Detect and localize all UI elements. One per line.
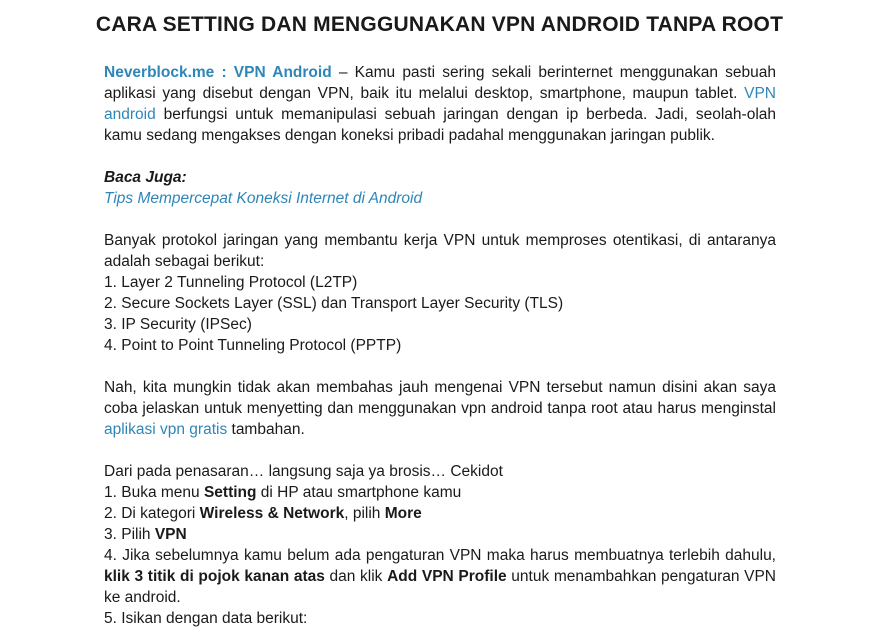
step-4: 4. Jika sebelumnya kamu belum ada pengaturan VPN maka harus membuatnya terlebih dahulu, klik 3 titik di pojok kanan atas dan klik Add VPN Profile untuk menambahkan pengaturan VPN ke android.: [104, 547, 777, 606]
protocol-item: 4. Point to Point Tunneling Protocol (PPTP): [104, 337, 402, 354]
read-also-label: Baca Juga:: [104, 169, 187, 186]
intro-text-1: – Kamu pasti sering sekali berinternet menggunakan sebuah aplikasi yang disebut dengan VPN, baik itu melalui desktop, smartphone, maupun tablet.: [104, 64, 776, 102]
page-title: CARA SETTING DAN MENGGUNAKAN VPN ANDROID TANPA ROOT: [95, 13, 784, 36]
steps-intro: Dari pada penasaran… langsung saja ya brosis… Cekidot: [104, 463, 503, 480]
vpn-android-link[interactable]: VPN android: [104, 85, 776, 123]
neverblock-link[interactable]: Neverblock.me : VPN Android: [104, 64, 332, 81]
intro-paragraph: [104, 62, 776, 146]
protocols-intro: Banyak protokol jaringan yang membantu kerja VPN untuk memproses otentikasi, di antaranya adalah sebagai berikut:: [104, 232, 776, 270]
read-also-link[interactable]: Tips Mempercepat Koneksi Internet di Android: [104, 190, 423, 207]
article-body: [104, 62, 776, 629]
explain-paragraph: [104, 377, 776, 440]
protocol-item: 3. IP Security (IPSec): [104, 316, 252, 333]
intro-text-2: berfungsi untuk memanipulasi sebuah jaringan dengan ip berbeda. Jadi, seolah-olah kamu sedang mengakses dengan koneksi pribadi padahal menggunakan jaringan publik.: [104, 106, 776, 144]
step-5: 5. Isikan dengan data berikut:: [104, 610, 308, 627]
step-1: 1. Buka menu Setting di HP atau smartphone kamu: [104, 484, 462, 501]
protocol-item: 1. Layer 2 Tunneling Protocol (L2TP): [104, 274, 358, 291]
step-3: 3. Pilih VPN: [104, 526, 187, 543]
explain-text-2: tambahan.: [227, 421, 305, 438]
explain-text-1: Nah, kita mungkin tidak akan membahas jauh mengenai VPN tersebut namun disini akan saya coba jelaskan untuk menyetting dan menggunakan vpn android tanpa root atau harus menginstal: [104, 379, 776, 417]
step-2: 2. Di kategori Wireless & Network, pilih More: [104, 505, 422, 522]
free-vpn-app-link[interactable]: aplikasi vpn gratis: [104, 421, 228, 438]
protocol-item: 2. Secure Sockets Layer (SSL) dan Transport Layer Security (TLS): [104, 295, 564, 312]
